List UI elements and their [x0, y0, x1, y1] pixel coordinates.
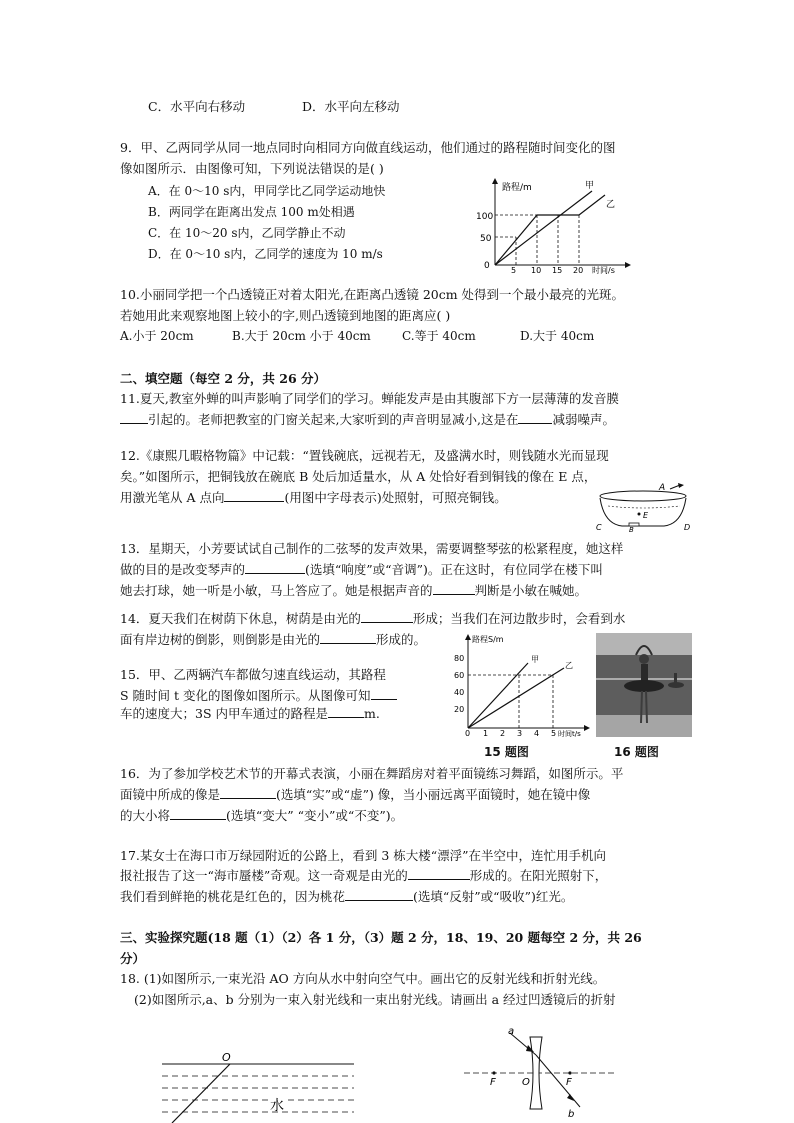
q15-ytick-80: 80 — [454, 654, 465, 663]
q9-stem-line1: 9．甲、乙两同学从同一地点同时向相同方向做直线运动，他们通过的路程随时间变化的图 — [120, 140, 616, 155]
answer-blank[interactable] — [220, 786, 276, 799]
q8-option-d: D．水平向左移动 — [302, 99, 400, 114]
q15-ytick-20: 20 — [454, 705, 465, 714]
q10-stem-line2: 若她用此来观察地图上较小的字,则凸透镜到地图的距离应( ) — [120, 308, 451, 323]
q10-option-b: B.大于 20cm 小于 40cm — [232, 329, 371, 343]
answer-blank[interactable] — [245, 561, 305, 574]
q13-line2: 做的目的是改变琴声的 (选填“响度”或“音调”)。正在这时，有位同学在楼下叫 — [120, 562, 603, 577]
dancer-mirror-photo — [596, 633, 692, 737]
q10-option-d: D.大于 40cm — [520, 329, 595, 343]
q13-line3: 她去打球，她一听是小敏，马上答应了。她是根据声音的 判断是小敏在喊她。 — [120, 583, 588, 598]
focus-f-left-label: F — [490, 1077, 496, 1088]
q9-option-d: D．在 0～10 s内，乙同学的速度为 10 m/s — [148, 247, 383, 261]
q9-x-axis-label: 时间/s — [592, 266, 615, 275]
q15-xtick-0: 0 — [465, 729, 471, 737]
answer-blank[interactable] — [120, 411, 148, 424]
q15-ytick-60: 60 — [454, 671, 465, 680]
q12-line1: 12.《康熙几暇格物篇》中记载：“置钱碗底，远视若无，及盛满水时，则钱随水光而显现 — [120, 448, 609, 463]
concave-lens-figure — [460, 1025, 620, 1123]
q15-distance-time-graph — [448, 632, 593, 737]
q15-line-yi-label: 乙 — [565, 661, 573, 670]
answer-blank[interactable] — [320, 631, 376, 644]
q12-point-e: E — [643, 511, 649, 520]
q16-line1: 16．为了参加学校艺术节的开幕式表演，小丽在舞蹈房对着平面镜练习舞蹈，如图所示。平 — [120, 766, 624, 781]
q12-line3: 用激光笔从 A 点向 (用图中字母表示)处照射，可照亮铜钱。 — [120, 490, 507, 505]
q17-line3: 我们看到鲜艳的桃花是红色的，因为桃花 (选填“反射”或“吸收”)红光。 — [120, 889, 574, 904]
q16-figure-caption: 16 题图 — [614, 745, 659, 759]
q14-line1: 14．夏天我们在树荫下休息，树荫是由光的 形成；当我们在河边散步时，会看到水 — [120, 611, 626, 626]
answer-blank[interactable] — [224, 489, 284, 502]
q15-xtick-5: 5 — [551, 729, 557, 737]
q12-line2: 矣。”如图所示，把铜钱放在碗底 B 处后加适量水，从 A 处恰好看到铜钱的像在 E 点， — [120, 469, 597, 484]
q15-x-axis-label: 时间t/s — [558, 730, 581, 737]
q9-option-b: B．两同学在距离出发点 100 m处相遇 — [148, 205, 355, 219]
q15-line3: 车的速度大；3S 内甲车通过的路程是 m. — [120, 706, 380, 721]
q18-line2: (2)如图所示,a、b 分别为一束入射光线和一束出射光线。请画出 a 经过凹透镜后的折射 — [134, 992, 616, 1007]
focus-f-right-label: F — [566, 1077, 572, 1088]
answer-blank[interactable] — [328, 705, 364, 718]
q15-xtick-2: 2 — [500, 729, 506, 737]
optical-center-label: O — [522, 1077, 530, 1088]
q15-figure-caption: 15 题图 — [484, 745, 529, 759]
q12-bowl-figure — [592, 480, 692, 532]
q9-option-a: A．在 0～10 s内，甲同学比乙同学运动地快 — [148, 184, 386, 198]
q12-point-d: D — [684, 523, 691, 532]
q9-xtick-5: 5 — [511, 266, 517, 275]
q17-line1: 17.某女士在海口市万绿园附近的公路上，看到 3 栋大楼“漂浮”在半空中，连忙用手机向 — [120, 848, 607, 863]
q15-line1: 15．甲、乙两辆汽车都做匀速直线运动，其路程 — [120, 667, 386, 682]
q16-line2: 面镜中所成的像是 (选填“实”或“虚”) 像，当小丽远离平面镜时，她在镜中像 — [120, 787, 591, 802]
q12-point-a: A — [659, 483, 666, 493]
q10-stem-line1: 10.小丽同学把一个凸透镜正对着太阳光,在距离凸透镜 20cm 处得到一个最小最亮的光斑。 — [120, 287, 625, 302]
answer-blank[interactable] — [371, 687, 397, 700]
q9-line-yi-label: 乙 — [606, 200, 616, 210]
q12-point-b: B — [629, 526, 634, 532]
q9-ytick-100: 100 — [476, 212, 494, 222]
q15-xtick-1: 1 — [483, 729, 489, 737]
q12-point-c: C — [596, 523, 602, 532]
answer-blank[interactable] — [361, 610, 413, 623]
water-label: 水 — [270, 1098, 284, 1114]
q9-y-axis-label: 路程/m — [502, 183, 532, 193]
section2-title: 二、填空题（每空 2 分，共 26 分） — [120, 371, 327, 386]
section3-title-line2: 分） — [120, 951, 146, 966]
q18-line1: 18. (1)如图所示,一束光沿 AO 方向从水中射向空气中。画出它的反射光线和折射光线。 — [120, 971, 606, 986]
q16-line3: 的大小将 (选填“变大” “变小”或“不变”)。 — [120, 808, 404, 823]
q9-option-c: C．在 10～20 s内，乙同学静止不动 — [148, 226, 346, 240]
q9-ytick-50: 50 — [480, 234, 492, 244]
ray-b-label: b — [568, 1109, 575, 1120]
q10-option-c: C.等于 40cm — [402, 329, 476, 343]
q9-ytick-0: 0 — [484, 261, 490, 271]
q8-option-c: C．水平向右移动 — [148, 99, 246, 114]
q15-line-jia-label: 甲 — [531, 655, 539, 664]
answer-blank[interactable] — [170, 807, 226, 820]
q9-xtick-10: 10 — [531, 266, 542, 275]
q9-line-jia-label: 甲 — [585, 181, 595, 191]
section3-title-line1: 三、实验探究题(18 题（1）（2）各 1 分，（3）题 2 分，18、19、20 题每空 2 分，共 26 — [120, 930, 642, 945]
q10-option-a: A.小于 20cm — [120, 329, 194, 343]
q13-line1: 13．星期天，小芳要试试自己制作的二弦琴的发声效果，需要调整琴弦的松紧程度，她这样 — [120, 541, 624, 556]
water-refraction-figure — [158, 1048, 358, 1123]
q17-line2: 报社报告了这一“海市蜃楼”奇观。这一奇观是由光的 形成的。在阳光照射下， — [120, 868, 608, 883]
answer-blank[interactable] — [345, 888, 413, 901]
q11-line1: 11.夏天,教室外蝉的叫声影响了同学们的学习。蝉能发声是由其腹部下方一层薄薄的发音膜 — [120, 391, 619, 406]
answer-blank[interactable] — [433, 582, 475, 595]
q9-distance-time-graph — [470, 175, 640, 275]
q9-xtick-15: 15 — [552, 266, 563, 275]
answer-blank[interactable] — [518, 411, 552, 424]
q9-xtick-20: 20 — [573, 266, 584, 275]
q11-line2: 引起的。老师把教室的门窗关起来,大家听到的声音明显减小,这是在 减弱噪声。 — [120, 411, 615, 429]
point-o-label: O — [222, 1051, 231, 1064]
q15-y-axis-label: 路程S/m — [472, 635, 504, 644]
answer-blank[interactable] — [408, 867, 470, 880]
q15-xtick-4: 4 — [534, 729, 540, 737]
q9-stem-line2: 像如图所示．由图像可知，下列说法错误的是( ) — [120, 161, 384, 176]
q15-xtick-3: 3 — [517, 729, 523, 737]
q15-line2: S 随时间 t 变化的图像如图所示。从图像可知 — [120, 687, 397, 705]
ray-a-label: a — [508, 1026, 515, 1037]
q14-line2: 面有岸边树的倒影，则倒影是由光的 形成的。 — [120, 632, 427, 647]
q15-ytick-40: 40 — [454, 688, 465, 697]
